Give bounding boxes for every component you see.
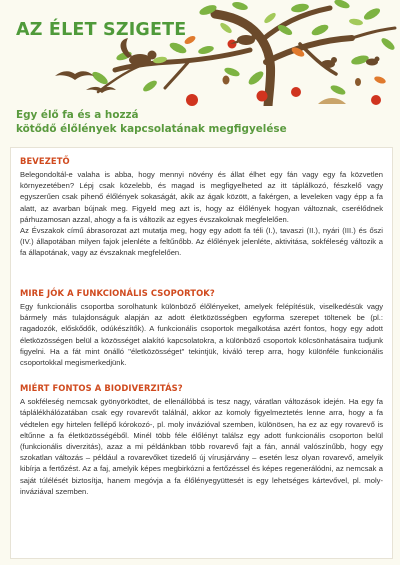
page-subtitle [16,108,346,136]
content-panel [10,147,393,559]
paragraph: Belegondoltál-e valaha is abba, hogy mennyi növény és állat élhet egy fán vagy egy fa közvetlen környezetében? Lépj csak közelebb, és magad is megfigyelheted az itt táplálkozó, fészkelő vagy egyszerűen csak pihenő élőlények sokaságát, akik az ágak között, a fakérgen, a leveleken vagy épp a fa alatt, az avarban bújnak meg. Figyeld meg azt is, hogy az élőlények hogyan változnak, cserélődnek párhuzamosan azzal, ahogy a fa is változik az egyes évszakoknak megfelelően. [20,170,383,224]
paragraph: A sokféleség nemcsak gyönyörködtet, de ellenállóbbá is tesz nagy, váratlan változások idején. Ha egy fa táplálékhálózatában csak egy rovarevőt találnál, akkor az komoly figyelmeztetés lenne arra, hogy a fa védtelen egy hirtelen fellépő kórokozó-, pl. moly invázióval szemben, különösen, ha ez az egy rovarevő is eltűnne a fa életközösségéből. Minél több féle élőlényt találsz egy adott funkcionális csoporton belül (funkcionális diverzitás), azaz a mi példánkban több rovarevő fajt a fán, annál valószínűbb, hogy egy szokatlan változás – például a rovarevőket tizedelő új vírusjárvány – esetén lesz olyan rovarevő, amelyik kibírja a fertőzést. Az a faj, amelyik képes megbirkózni a fertőzéssel és képes regenerálódni, az nemcsak a saját túlélését biztosítja, hanem megóvja a fa élőlényegyüttesét is egy lehetséges kártevővel, pl. moly-inváziával szemben. [20,397,383,496]
header-illustration [0,0,400,106]
page-title: AZ ÉLET SZIGETE [16,20,187,40]
subtitle-line: kötődő élőlények kapcsolatának megfigyelése [16,123,287,135]
section-funkcionalis-csoportok [20,288,383,368]
section-title: BEVEZETŐ [20,156,70,166]
subtitle-line: Egy élő fa és a hozzá [16,109,139,121]
section-title: MIRE JÓK A FUNKCIONÁLIS CSOPORTOK? [20,288,215,298]
section-bevezeto [20,156,383,276]
paragraph: Az Évszakok című ábrasorozat azt mutatja meg, hogy egy adott fa téli (I.), tavaszi (II.), nyári (III.) és őszi (IV.) állapotában milyen fajok jelenléte a feltűnőbb. Az élőlények jelenléte, aktivitása, sokféleség változik a fa állapotának, vagy az évszaknak megfelelően. [20,226,383,258]
section-biodiverzitas [20,383,383,497]
tree-illustration [0,0,400,106]
section-title: MIÉRT FONTOS A BIODIVERZITÁS? [20,383,183,394]
paragraph: Egy funkcionális csoportba sorolhatunk különböző élőlényeket, amelyek felépítésük, viselkedésük vagy bármely más tulajdonságuk alapján az adott életközösségben egyforma szerepet töltenek be (pl.: ragadozók, előskődők, odúkészítők). A funkcionális csoportok megalkotása azért fontos, hogy egy adott életközösségen belül a közösséget alakító kapcsolatokra, a különböző csoportok kölcsönhatásaira tudjunk figyelni. Ha a fát mint önálló "életközösséget" tekintjük, kiváló terep arra, hogy különféle funkcionális csoportokkal megismerkedjünk. [20,302,383,368]
